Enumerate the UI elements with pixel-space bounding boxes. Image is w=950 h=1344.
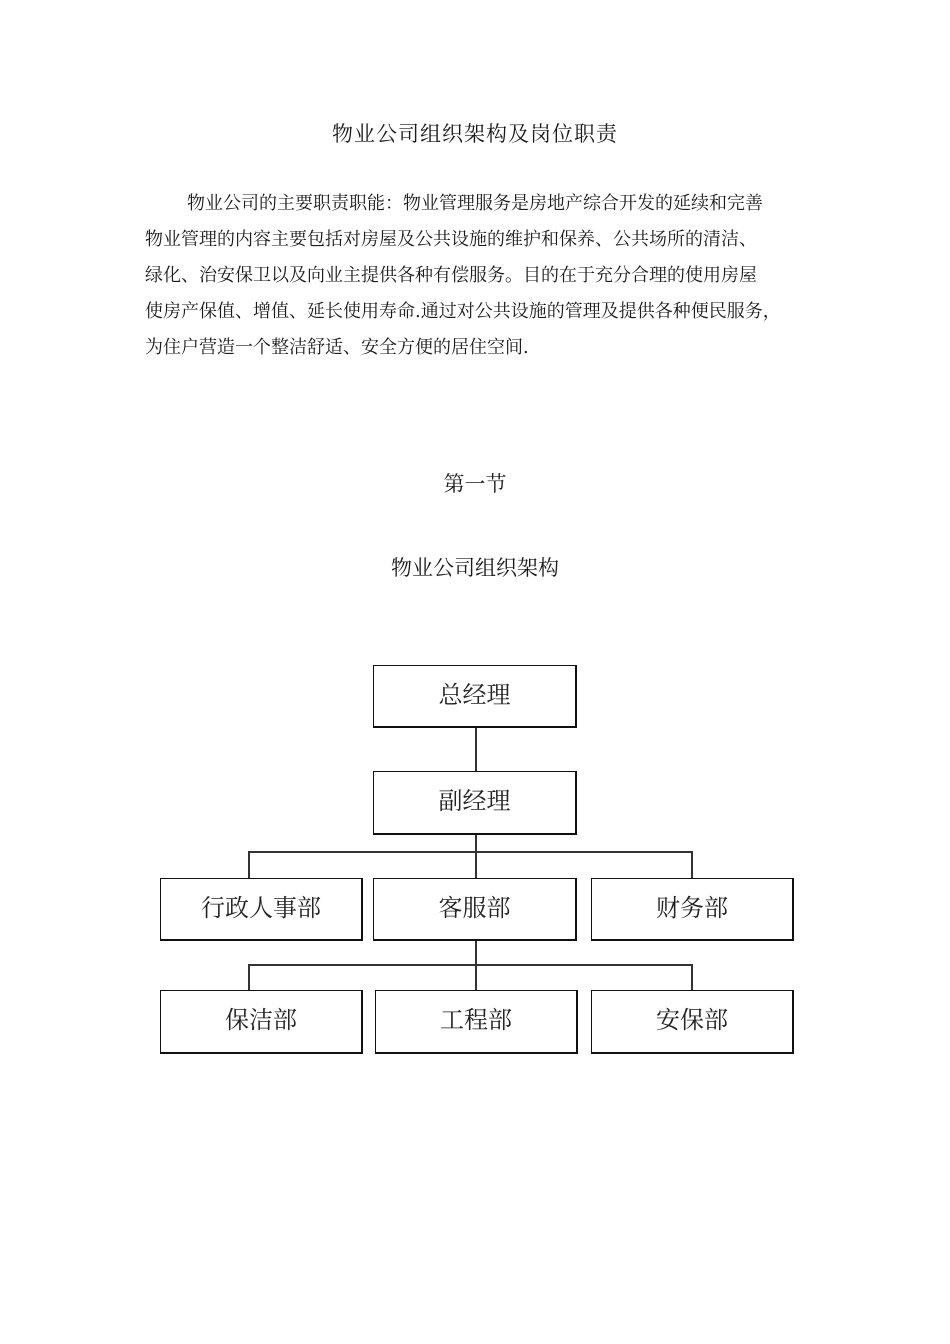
org-box-security xyxy=(591,990,794,1054)
connector-deputy-stem xyxy=(475,834,477,852)
intro-paragraph xyxy=(145,186,825,366)
org-label-customer-service: 客服部 xyxy=(438,893,511,922)
org-box-admin-hr xyxy=(160,878,363,941)
org-label-security: 安保部 xyxy=(656,1006,728,1034)
org-label-general-manager: 总经理 xyxy=(438,680,511,709)
intro-line-2: 物业管理的内容主要包括对房屋及公共设施的维护和保养、公共场所的清洁、 xyxy=(145,229,757,250)
connector-gm-deputy xyxy=(475,727,477,771)
org-label-cleaning: 保洁部 xyxy=(225,1006,297,1034)
document-title: 物业公司组织架构及岗位职责 xyxy=(332,122,618,146)
org-label-deputy-manager: 副经理 xyxy=(438,787,511,815)
section-title: 物业公司组织架构 xyxy=(391,556,559,580)
org-box-finance xyxy=(591,878,794,941)
connector-sub-left xyxy=(248,964,250,991)
org-box-deputy-manager xyxy=(373,771,577,835)
connector-dept-left xyxy=(248,851,250,878)
connector-sub-right xyxy=(691,964,693,991)
connector-sub-stem xyxy=(475,940,477,965)
connector-sub-mid xyxy=(475,964,477,991)
org-label-admin-hr: 行政人事部 xyxy=(201,893,321,922)
connector-dept-bus xyxy=(248,851,692,853)
org-label-engineering: 工程部 xyxy=(440,1006,512,1034)
connector-dept-right xyxy=(691,851,693,878)
org-box-cleaning xyxy=(160,990,363,1054)
org-box-engineering xyxy=(375,990,578,1054)
intro-line-3: 绿化、治安保卫以及向业主提供各种有偿服务。目的在于充分合理的使用房屋 xyxy=(145,265,757,286)
intro-line-5: 为住户营造一个整洁舒适、安全方便的居住空间. xyxy=(145,337,529,358)
intro-line-4: 使房产保值、增值、延长使用寿命.通过对公共设施的管理及提供各种便民服务， xyxy=(145,301,781,322)
section-number: 第一节 xyxy=(443,472,507,496)
org-box-customer-service xyxy=(373,878,577,941)
intro-line-1: 物业公司的主要职责职能：物业管理服务是房地产综合开发的延续和完善 xyxy=(187,193,763,214)
connector-dept-mid xyxy=(475,851,477,878)
org-box-general-manager xyxy=(373,665,577,728)
org-label-finance: 财务部 xyxy=(656,893,728,922)
connector-sub-bus xyxy=(248,964,692,966)
